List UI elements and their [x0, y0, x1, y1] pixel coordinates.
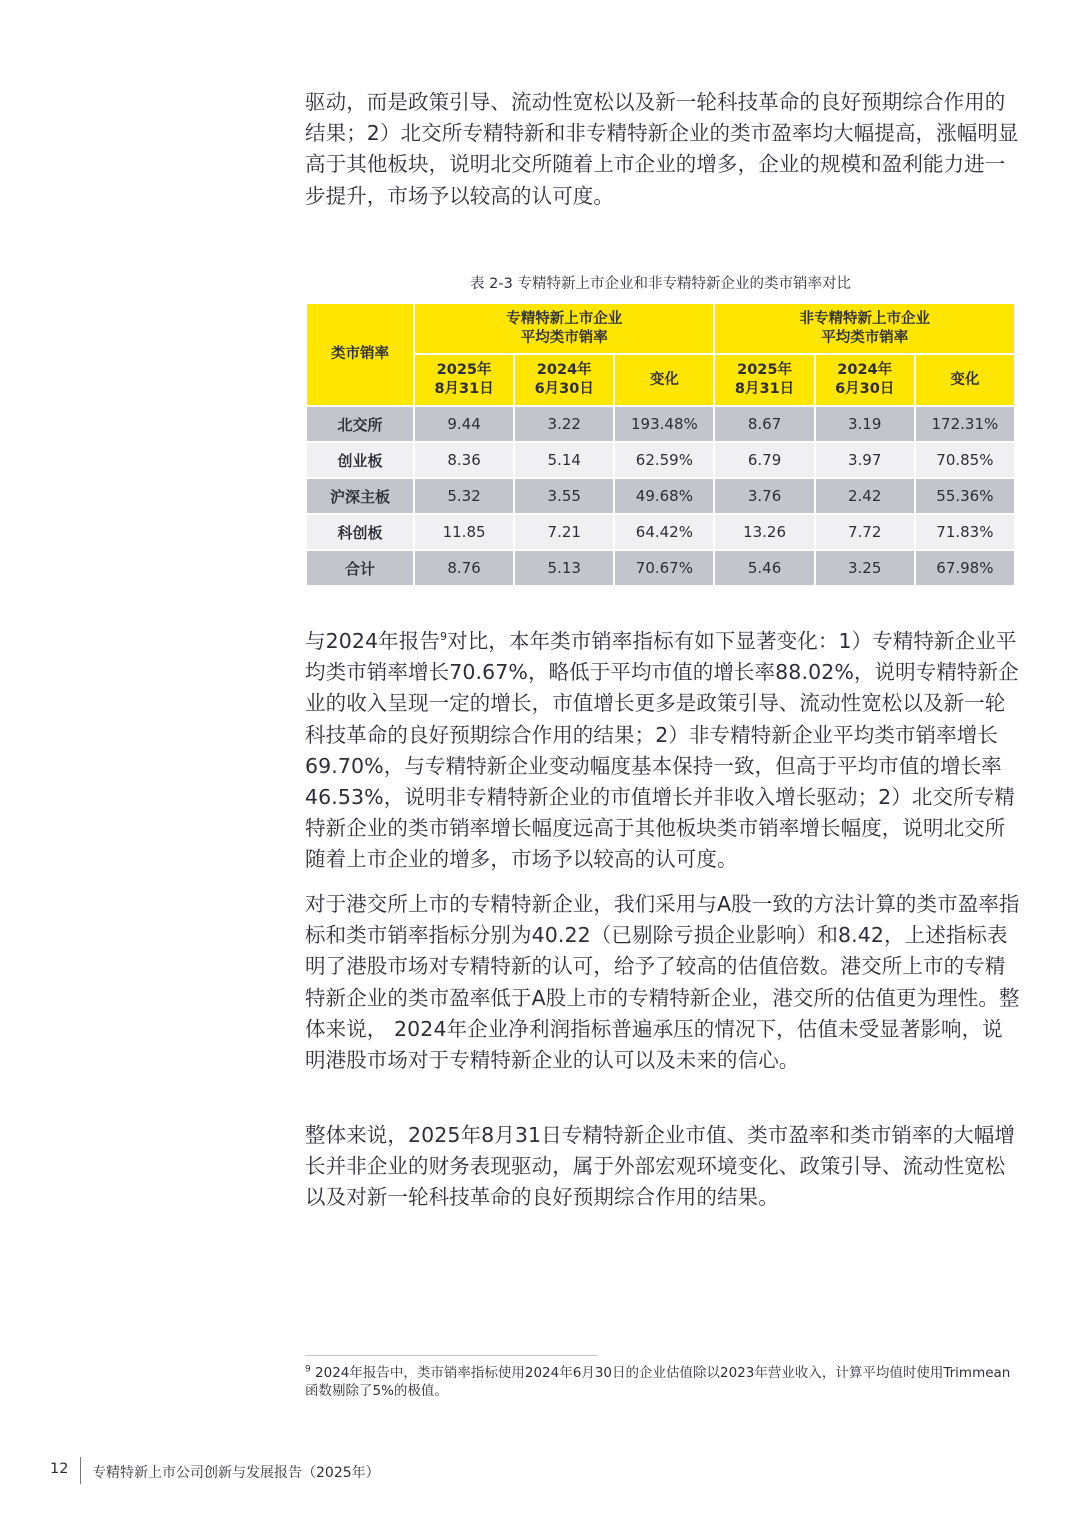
col-header-change-b: 变化 — [915, 354, 1015, 406]
table-cell: 55.36% — [915, 478, 1015, 514]
table-cell: 3.22 — [514, 406, 614, 442]
row-label: 沪深主板 — [306, 478, 414, 514]
table-row — [306, 406, 1015, 442]
table-cell: 5.32 — [414, 478, 514, 514]
table-cell: 70.85% — [915, 442, 1015, 478]
table-cell: 3.19 — [815, 406, 915, 442]
col-header-2024-a: 2024年 6月30日 — [514, 354, 614, 406]
body-paragraph-3: 对于港交所上市的专精特新企业，我们采用与A股一致的方法计算的类市盈率指标和类市销率指标分别为40.22（已剔除亏损企业影响）和8.42，上述指标表明了港股市场对专精特新的认可，给予了较高的估值倍数。港交所上市的专精特新企业的类市盈率低于A股上市的专精特新企业，港交所的估值更为理性。整体来说， 2024年企业净利润指标普遍承压的情况下，估值未受显著影响，说明港股市场对于专精特新企业的认可以及未来的信心。 — [305, 892, 1020, 1073]
table-cell: 5.46 — [714, 550, 814, 586]
table-cell: 7.72 — [815, 514, 915, 550]
table-cell: 13.26 — [714, 514, 814, 550]
table-cell: 70.67% — [614, 550, 714, 586]
table-cell: 11.85 — [414, 514, 514, 550]
table-row — [306, 478, 1015, 514]
footnote-mark: 9 — [305, 1364, 311, 1375]
ps-ratio-table — [305, 302, 1016, 587]
footnote — [305, 1364, 1021, 1400]
table-row — [306, 514, 1015, 550]
col-header-2024-b: 2024年 6月30日 — [815, 354, 915, 406]
table-row — [306, 442, 1015, 478]
table-cell: 8.67 — [714, 406, 814, 442]
page-number: 12 — [50, 1461, 69, 1477]
table-cell: 7.21 — [514, 514, 614, 550]
table-cell: 5.14 — [514, 442, 614, 478]
table-cell: 3.97 — [815, 442, 915, 478]
table-cell: 62.59% — [614, 442, 714, 478]
row-label: 科创板 — [306, 514, 414, 550]
table-cell: 64.42% — [614, 514, 714, 550]
table-cell: 172.31% — [915, 406, 1015, 442]
group-header-non-srdi: 非专精特新上市企业 平均类市销率 — [714, 303, 1015, 354]
table-cell: 193.48% — [614, 406, 714, 442]
footer-report-title: 专精特新上市公司创新与发展报告（2025年） — [92, 1465, 380, 1481]
body-paragraph-4: 整体来说，2025年8月31日专精特新企业市值、类市盈率和类市销率的大幅增长并非企业的财务表现驱动，属于外部宏观环境变化、政策引导、流动性宽松以及对新一轮科技革命的良好预期综合作用的结果。 — [305, 1123, 1015, 1210]
table-cell: 5.13 — [514, 550, 614, 586]
row-header-label: 类市销率 — [306, 303, 414, 406]
footer-divider — [80, 1457, 81, 1484]
row-label: 北交所 — [306, 406, 414, 442]
table-cell: 6.79 — [714, 442, 814, 478]
footnote-reference[interactable]: 9 — [439, 630, 448, 644]
body-paragraph-1: 驱动，而是政策引导、流动性宽松以及新一轮科技革命的良好预期综合作用的结果；2）北交所专精特新和非专精特新企业的类市盈率均大幅提高，涨幅明显高于其他板块，说明北交所随着上市企业的增多，企业的规模和盈利能力进一步提升，市场予以较高的认可度。 — [305, 90, 1019, 208]
table-cell: 9.44 — [414, 406, 514, 442]
table-cell: 71.83% — [915, 514, 1015, 550]
table-cell: 3.25 — [815, 550, 915, 586]
col-header-2025-a: 2025年 8月31日 — [414, 354, 514, 406]
table-row-total — [306, 550, 1015, 586]
table-cell: 49.68% — [614, 478, 714, 514]
table-caption: 表 2-3 专精特新上市企业和非专精特新企业的类市销率对比 — [470, 276, 851, 292]
table-cell: 3.76 — [714, 478, 814, 514]
table-cell: 3.55 — [514, 478, 614, 514]
footnote-text: 2024年报告中，类市销率指标使用2024年6月30日的企业估值除以2023年营业收入，计算平均值时使用Trimmean函数剔除了5%的极值。 — [305, 1365, 1011, 1399]
table-cell: 8.76 — [414, 550, 514, 586]
row-label: 合计 — [306, 550, 414, 586]
table-cell: 67.98% — [915, 550, 1015, 586]
footnote-divider — [305, 1355, 598, 1356]
col-header-change-a: 变化 — [614, 354, 714, 406]
group-header-srdi: 专精特新上市企业 平均类市销率 — [414, 303, 714, 354]
table-cell: 2.42 — [815, 478, 915, 514]
col-header-2025-b: 2025年 8月31日 — [714, 354, 814, 406]
table-cell: 8.36 — [414, 442, 514, 478]
body-paragraph-2: 与2024年报告$^9$对比，本年类市销率指标有如下显著变化：1）专精特新企业平均类市销率增长70.67%，略低于平均市值的增长率88.02%，说明专精特新企业的收入呈现一定的增长，市值增长更多是政策引导、流动性宽松以及新一轮科技革命的良好预期综合作用的结果；2）非专精特新企业平均类市销率增长69.70%，与专精特新企业变动幅度基本保持一致，但高于平均市值的增长率46.53%，说明非专精特新企业的市值增长并非收入增长驱动；2）北交所专精特新企业的类市销率增长幅度远高于其他板块类市销率增长幅度，说明北交所随着上市企业的增多，市场予以较高的认可度。 — [305, 629, 1019, 872]
row-label: 创业板 — [306, 442, 414, 478]
